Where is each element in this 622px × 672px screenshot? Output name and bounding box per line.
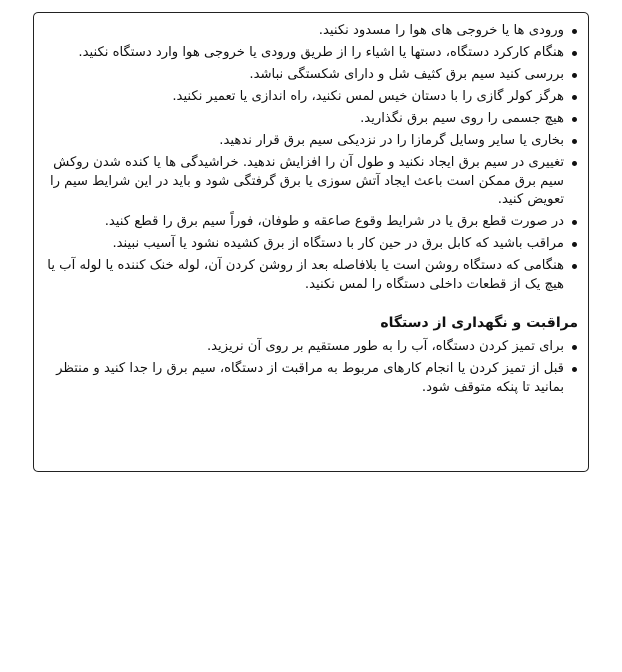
list-item: در صورت قطع برق یا در شرایط وقوع صاعقه و طوفان، فوراً سیم برق را قطع کنید. xyxy=(46,213,578,232)
section-heading: مراقبت و نگهداری از دستگاه xyxy=(380,315,578,331)
care-list xyxy=(46,338,578,397)
list-item: تغییری در سیم برق ایجاد نکنید و طول آن را افزایش ندهید. خراشیدگی ها یا کنده شدن روکش سیم برق ممکن است باعث ایجاد آتش سوزی یا برق گرفتگی شود و باید در این شرایط سیم را تعویض کنید. xyxy=(46,154,578,210)
list-item: هنگامی که دستگاه روشن است یا بلافاصله بعد از روشن کردن آن، لوله خنک کننده یا لوله آب یا هیچ یک از قطعات داخلی دستگاه را لمس نکنید. xyxy=(46,257,578,294)
list-item: هرگز کولر گازی را با دستان خیس لمس نکنید، راه اندازی یا تعمیر نکنید. xyxy=(46,88,578,107)
list-item: هنگام کارکرد دستگاه، دستها یا اشیاء را از طریق ورودی یا خروجی هوا وارد دستگاه نکنید. xyxy=(46,44,578,63)
safety-list xyxy=(46,22,578,294)
list-item: ورودی ها یا خروجی های هوا را مسدود نکنید. xyxy=(46,22,578,41)
list-item: قبل از تمیز کردن یا انجام کارهای مربوط به مراقبت از دستگاه، سیم برق را جدا کنید و منتظر بمانید تا پنکه متوقف شود. xyxy=(46,360,578,397)
list-item: مراقب باشید که کابل برق در حین کار با دستگاه از برق کشیده نشود یا آسیب نبیند. xyxy=(46,235,578,254)
list-item: هیچ جسمی را روی سیم برق نگذارید. xyxy=(46,110,578,129)
list-item: بخاری یا سایر وسایل گرمازا را در نزدیکی سیم برق قرار ندهید. xyxy=(46,132,578,151)
list-item: بررسی کنید سیم برق کثیف شل و دارای شکستگی نباشد. xyxy=(46,66,578,85)
content-box xyxy=(33,12,589,472)
list-item: برای تمیز کردن دستگاه، آب را به طور مستقیم بر روی آن نریزید. xyxy=(46,338,578,357)
